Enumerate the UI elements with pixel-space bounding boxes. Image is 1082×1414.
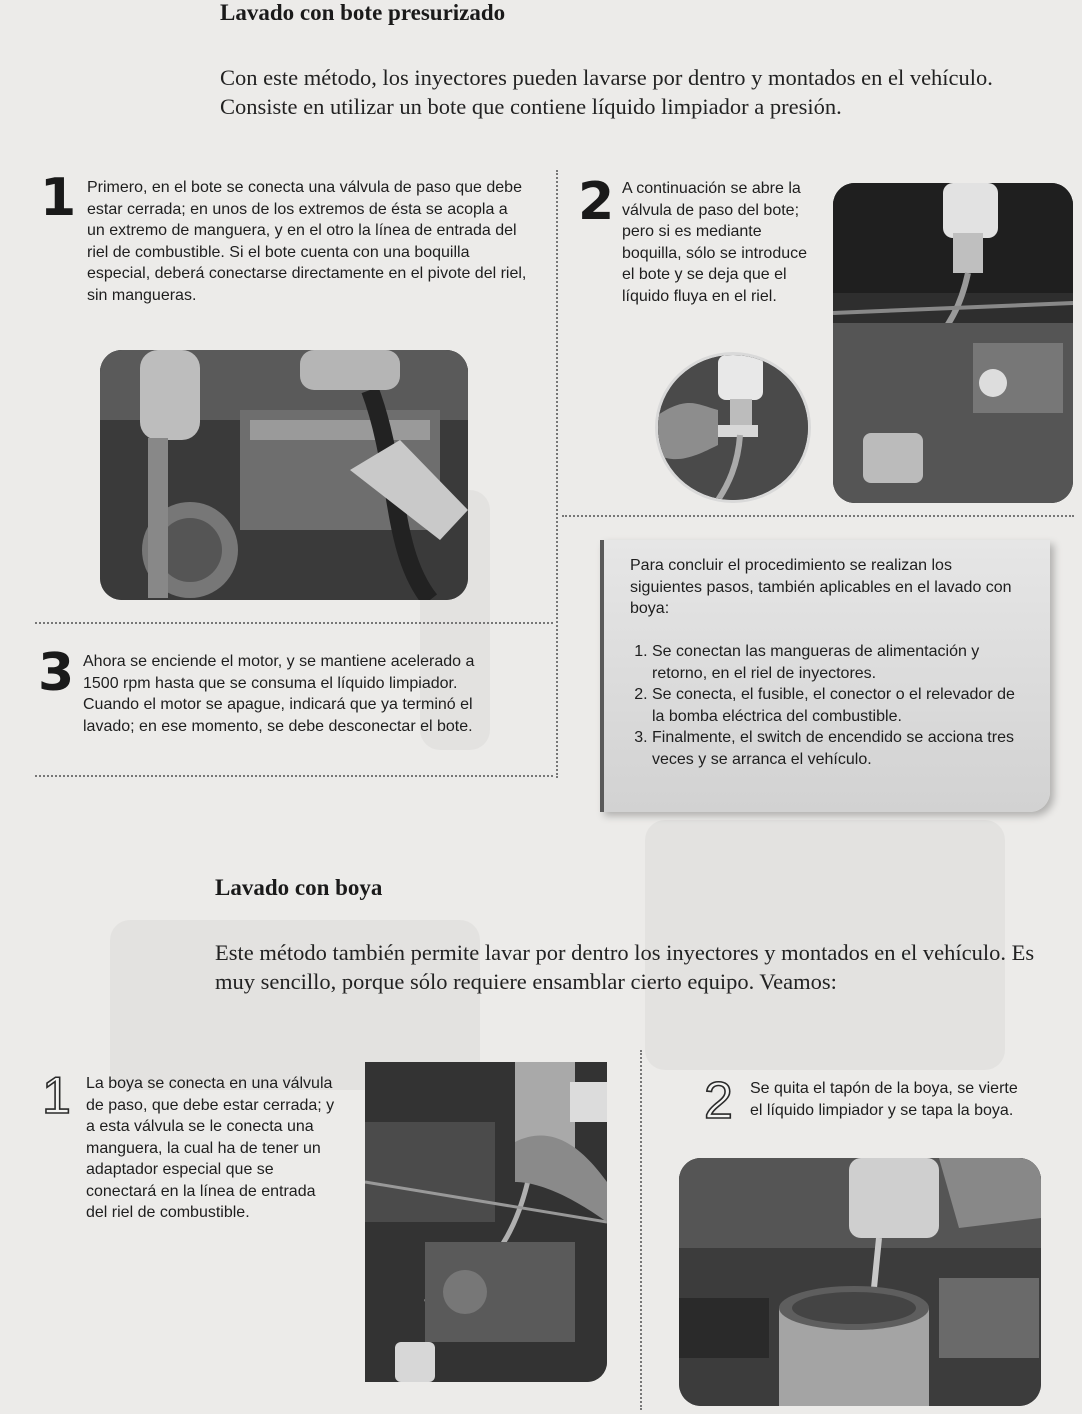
step-number: 2 (704, 1072, 733, 1130)
divider-line (35, 775, 553, 777)
step-1-text: Primero, en el bote se conecta una válvula de paso que debe estar cerrada; en unos de los extremos de ésta se acopla a un extremo de manguera, y en el otro la línea de entrada del riel de combustible. Si el bote cuenta con una boquilla especial, deberá conectarse directamente en el pivote del riel, sin mangueras. (87, 179, 527, 304)
step-number: 3 (38, 643, 75, 703)
section2-intro: Este método también permite lavar por dentro los inyectores y montados en el vehículo. Es muy sencillo, porque sólo requiere ensamblar cierto equipo. Veamos: (215, 940, 1035, 994)
float-step-2-text: Se quita el tapón de la boya, se vierte el líquido limpiador y se tapa la boya. (750, 1080, 1018, 1119)
callout-list-item: 3. Finalmente, el switch de encendido se acciona tres veces y se arranca el vehículo. (652, 727, 1030, 770)
step-number: 1 (42, 1067, 71, 1125)
divider-line (562, 515, 1074, 517)
step-2-text: A continuación se abre la válvula de paso del bote; pero si es mediante boquilla, sólo se introduce el bote y se deja que el líquido fluya en el riel. (622, 180, 808, 305)
engine-photo-icon (100, 350, 468, 600)
engine-bay-photo-icon (833, 183, 1073, 503)
step-number: 1 (40, 168, 77, 228)
column-divider (556, 170, 558, 778)
section2-title: Lavado con boya (215, 875, 383, 900)
section1-intro: Con este método, los inyectores pueden lavarse por dentro y montados en el vehículo. Consiste en utilizar un bote que contiene líquido limpiador a presión. (220, 65, 993, 119)
callout-intro: Para concluir el procedimiento se realizan los siguientes pasos, también aplicables en el lavado con boya: (630, 557, 1012, 617)
callout-list-item: 1. Se conectan las mangueras de alimentación y retorno, en el riel de inyectores. (652, 641, 1030, 684)
valve-closeup-icon (655, 352, 811, 503)
pouring-liquid-photo-icon (679, 1158, 1041, 1406)
column-divider (640, 1050, 642, 1410)
section1-title: Lavado con bote presurizado (220, 0, 506, 25)
callout-list (630, 641, 1030, 770)
callout-list-item: 2. Se conecta, el fusible, el conector o el relevador de la bomba eléctrica del combustible. (652, 684, 1030, 727)
step-number: 2 (578, 172, 615, 232)
engine-float-photo-icon (365, 1062, 607, 1382)
float-step-1-text: La boya se conecta en una válvula de paso, que debe estar cerrada; y a esta válvula se le conecta una manguera, la cual ha de tener un adaptador especial que se conectará en la línea de entrada del riel de combustible. (86, 1075, 335, 1221)
step-3-text: Ahora se enciende el motor, y se mantiene acelerado a 1500 rpm hasta que se consuma el líquido limpiador. Cuando el motor se apague, indicará que ya terminó el lavado; en ese momento, se debe desconectar el bote. (83, 653, 475, 735)
divider-line (35, 622, 553, 624)
